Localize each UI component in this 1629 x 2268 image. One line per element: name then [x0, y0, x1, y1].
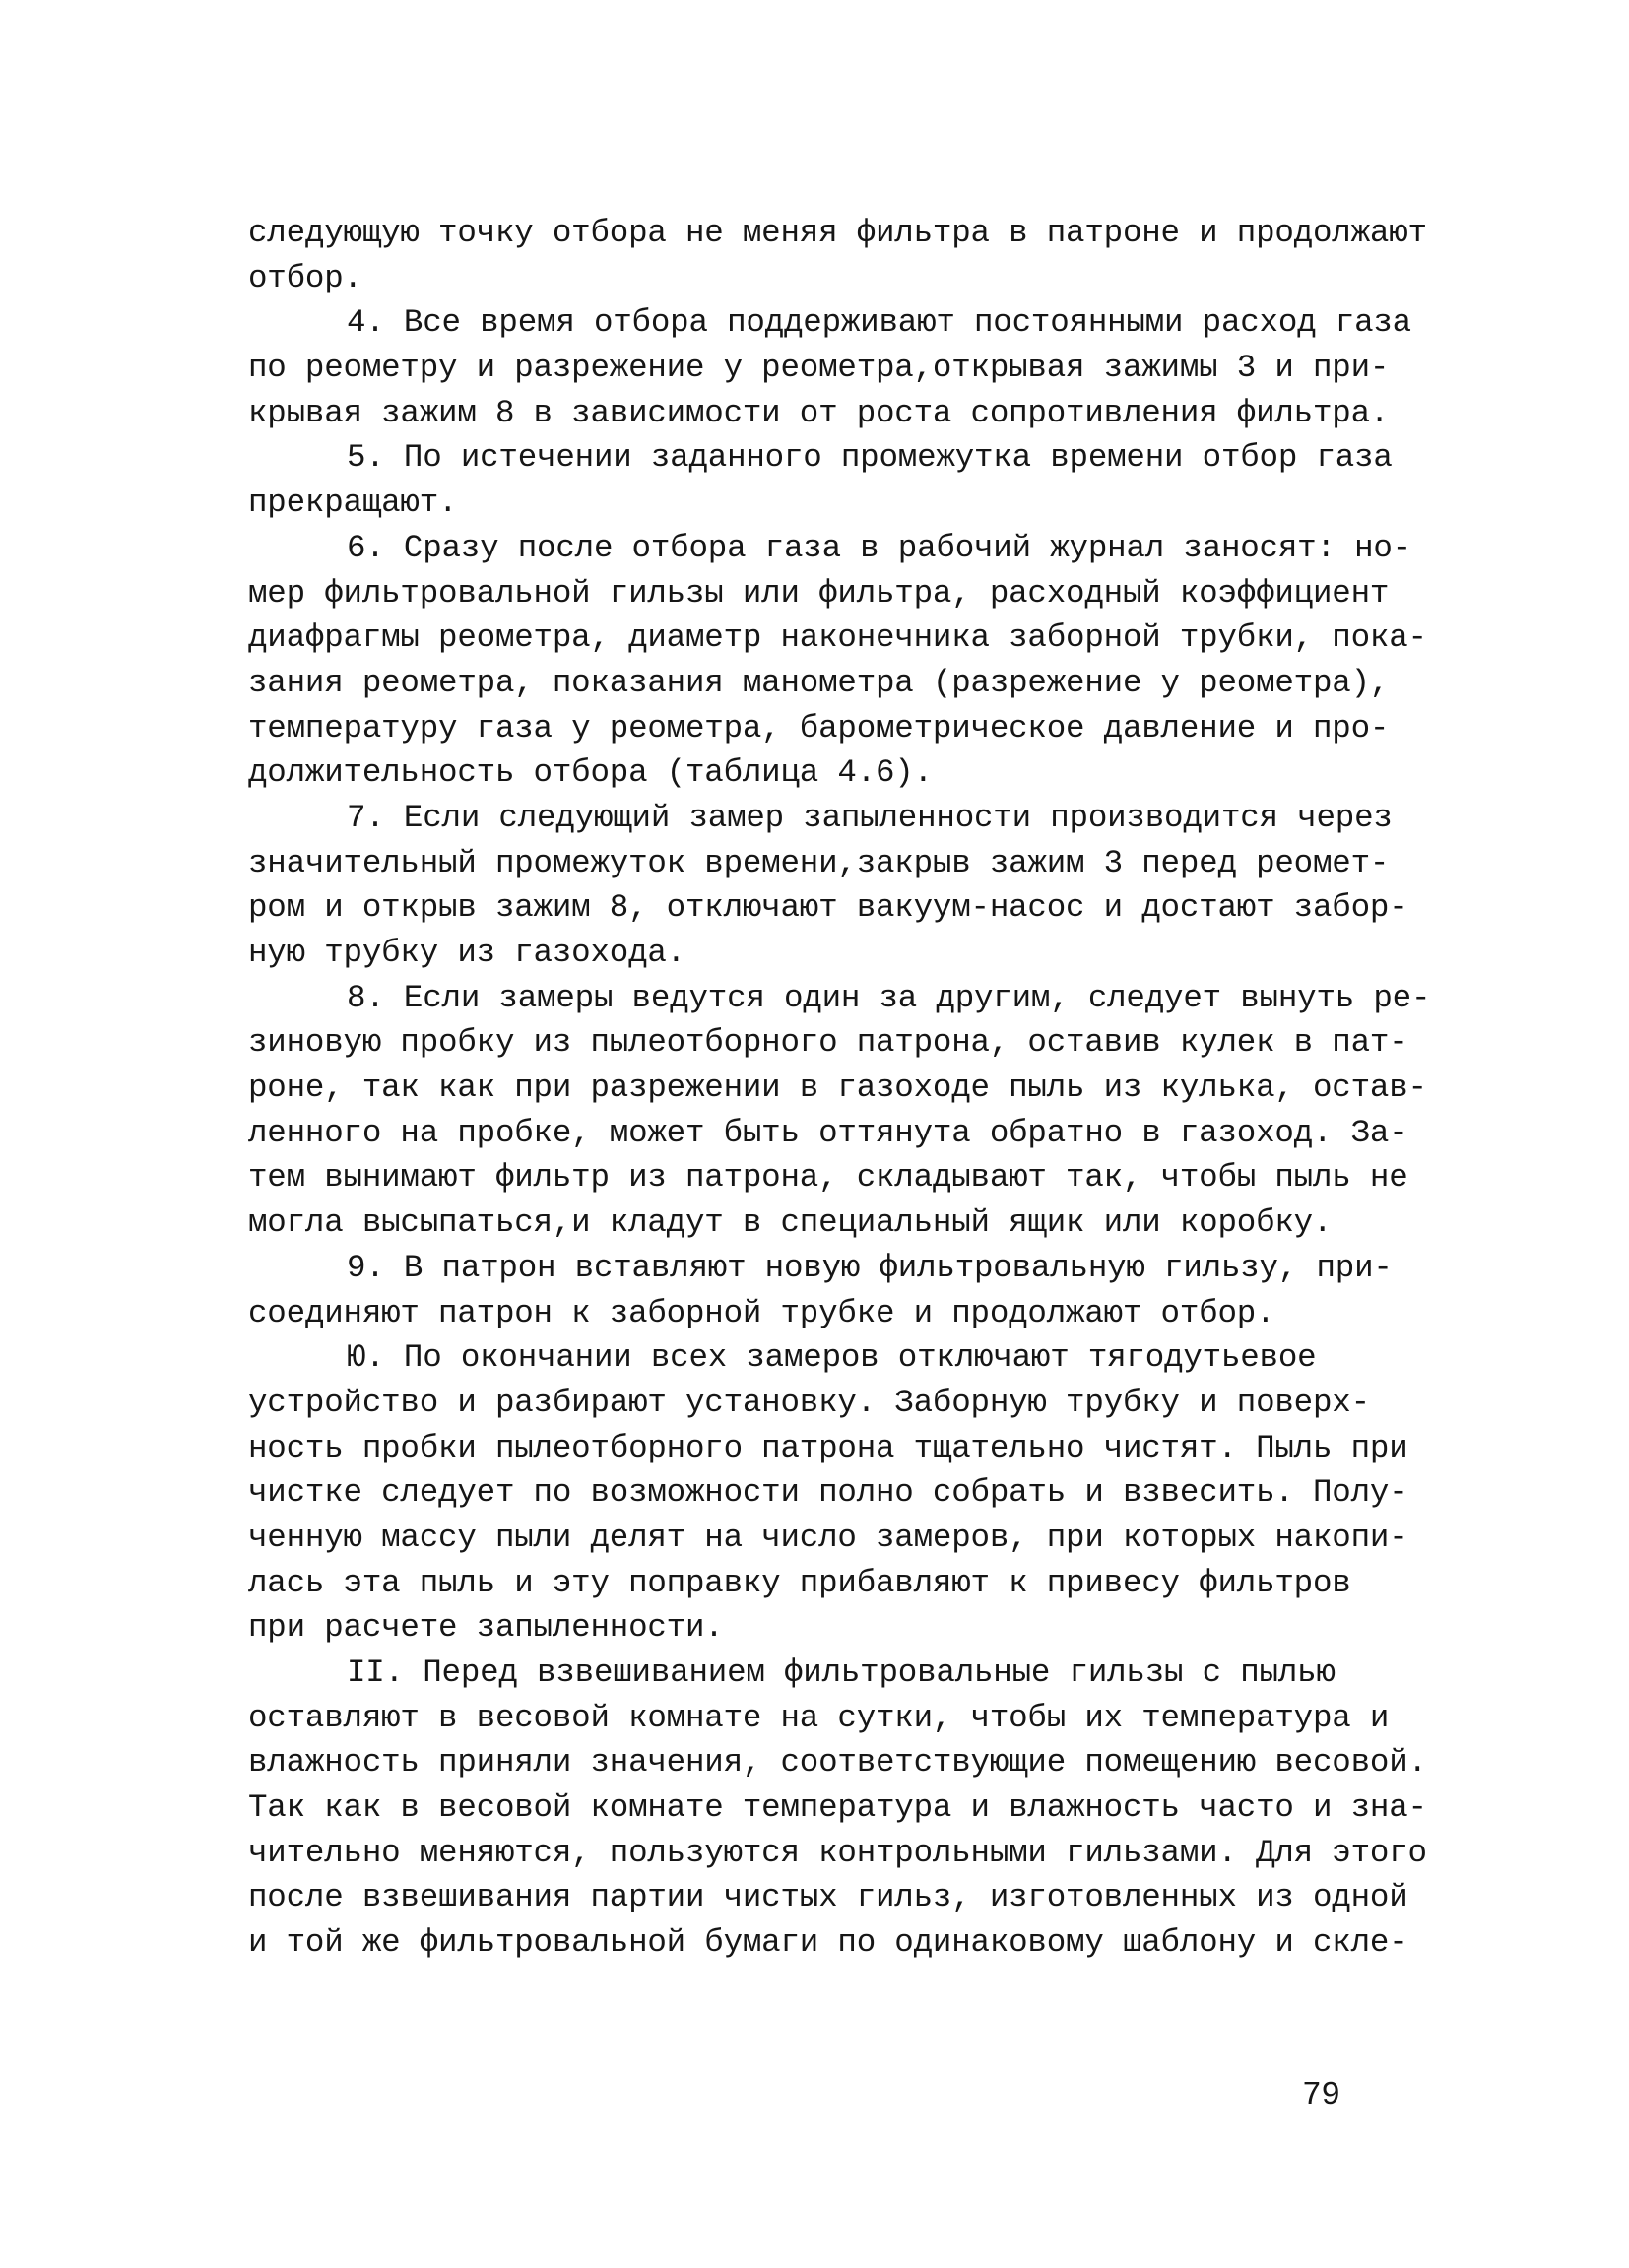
text-line-29: чистке следует по возможности полно собрать и взвесить. Полу- [248, 1474, 1408, 1512]
text-line-36: Так как в весовой комнате температура и влажность часто и зна- [248, 1789, 1427, 1827]
text-line-30: ченную массу пыли делят на число замеров, при которых накопи- [248, 1519, 1408, 1556]
text-line-17: ную трубку из газохода. [248, 935, 685, 971]
text-line-9: мер фильтровальной гильзы или фильтра, расходный коэффициент [248, 574, 1390, 612]
text-line-16: ром и открыв зажим 8, отключают вакуум-насос и достают забор- [248, 889, 1408, 927]
paragraph-9-start: 9. В патрон вставляют новую фильтровальную гильзу, при- [347, 1249, 1393, 1286]
text-line-15: значительный промежуток времени,закрыв зажим 3 перед реомет- [248, 844, 1390, 881]
text-line-11: зания реометра, показания манометра (разрежение у реометра), [248, 664, 1390, 701]
text-line-23: могла высыпаться,и кладут в специальный ящик или коробку. [248, 1204, 1333, 1242]
paragraph-11-start: II. Перед взвешиванием фильтровальные гильзы с пылью [347, 1654, 1336, 1691]
text-line-2: отбор. [248, 259, 362, 296]
text-line-12: температуру газа у реометра, барометрическое давление и про- [248, 709, 1390, 746]
paragraph-4-start: 4. Все время отбора поддерживают постоянными расход газа [347, 304, 1411, 342]
paragraph-10-start: Ю. По окончании всех замеров отключают тягодутьевое [347, 1339, 1317, 1377]
text-line-37: чительно меняются, пользуются контрольными гильзами. Для этого [248, 1834, 1427, 1871]
text-line-19: зиновую пробку из пылеотборного патрона, оставив кулек в пат- [248, 1024, 1408, 1062]
text-line-39: и той же фильтровальной бумаги по одинаковому шаблону и скле- [248, 1924, 1408, 1962]
text-line-38: после взвешивания партии чистых гильз, изготовленных из одной [248, 1879, 1408, 1916]
text-line-5: крывая зажим 8 в зависимости от роста сопротивления фильтра. [248, 394, 1390, 431]
body-text [248, 211, 1431, 1966]
text-line-10: диафрагмы реометра, диаметр наконечника заборной трубки, пока- [248, 619, 1427, 657]
text-line-27: устройство и разбирают установку. Заборную трубку и поверх- [248, 1384, 1370, 1421]
text-line-1: следующую точку отбора не меняя фильтра в патроне и продолжают [248, 215, 1427, 251]
text-line-7: прекращают. [248, 485, 458, 522]
text-line-21: ленного на пробке, может быть оттянута обратно в газоход. За- [248, 1114, 1408, 1151]
paragraph-8-start: 8. Если замеры ведутся один за другим, следует вынуть ре- [347, 979, 1431, 1016]
text-line-4: по реометру и разрежение у реометра,открывая зажимы 3 и при- [248, 350, 1390, 387]
text-line-22: тем вынимают фильтр из патрона, складывают так, чтобы пыль не [248, 1159, 1408, 1197]
text-line-35: влажность приняли значения, соответствующие помещению весовой. [248, 1744, 1427, 1782]
paragraph-6-start: 6. Сразу после отбора газа в рабочий журнал заносят: но- [347, 529, 1411, 566]
text-line-32: при расчете запыленности. [248, 1609, 724, 1647]
text-line-25: соединяют патрон к заборной трубке и продолжают отбор. [248, 1294, 1275, 1331]
text-line-20: роне, так как при разрежении в газоходе пыль из кулька, остав- [248, 1069, 1427, 1107]
paragraph-5-start: 5. По истечении заданного промежутка времени отбор газа [347, 439, 1393, 477]
paragraph-7-start: 7. Если следующий замер запыленности производится через [347, 799, 1393, 836]
page-number: 79 [1302, 2077, 1340, 2113]
text-line-28: ность пробки пылеотборного патрона тщательно чистят. Пыль при [248, 1429, 1408, 1466]
text-line-34: оставляют в весовой комнате на сутки, чтобы их температура и [248, 1699, 1390, 1736]
text-line-13: должительность отбора (таблица 4.6). [248, 754, 933, 792]
text-line-31: лась эта пыль и эту поправку прибавляют к привесу фильтров [248, 1564, 1351, 1601]
